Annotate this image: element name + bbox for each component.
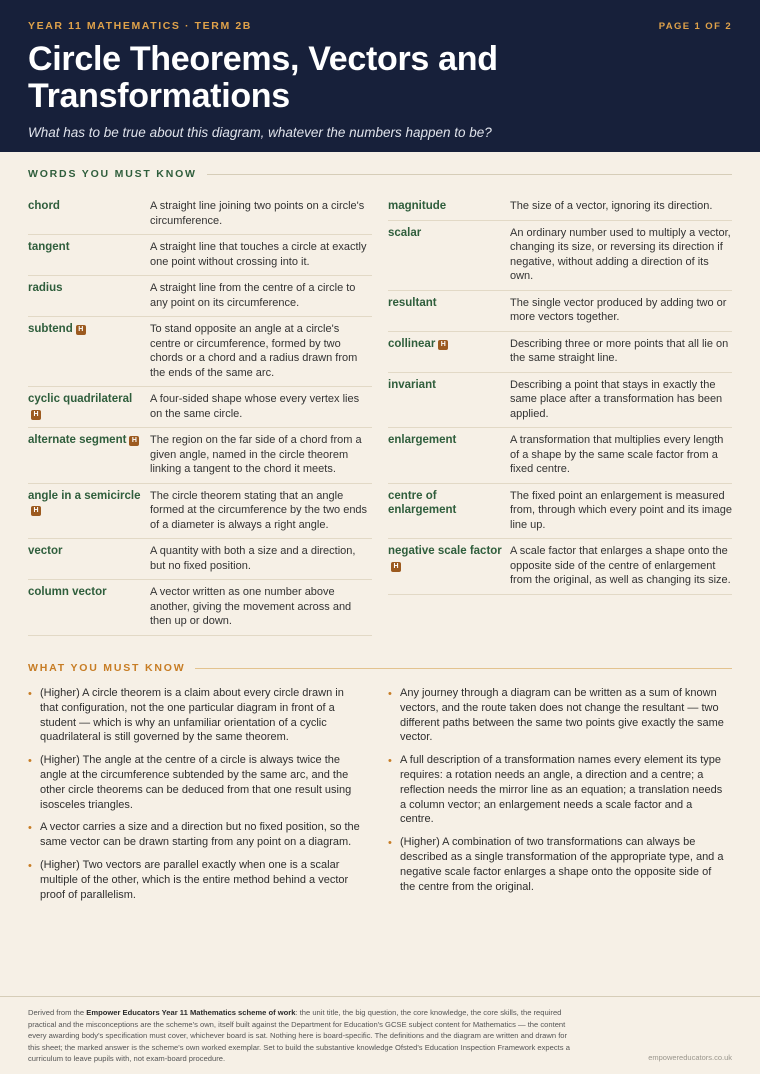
vocab-definition: Describing a point that stays in exactly the same place after a transformation has been applied. [510,378,723,420]
vocab-term [28,281,150,310]
vocab-term-text: negative scale factor [388,545,502,557]
vocab-term-text: cyclic quadrilateral [28,393,133,405]
vocab-row [28,317,372,387]
vocab-row [388,221,732,291]
vocab-term [28,433,150,477]
vocab-column-right [388,194,732,636]
vocab-term [388,296,510,325]
vocab-term-text: chord [28,200,60,212]
points-column-right [388,686,724,910]
source-note [28,1007,576,1065]
knowledge-point [28,753,364,812]
title-line-2: Transformations [28,77,290,115]
vocab-row [388,373,732,429]
vocab-term [28,489,150,533]
scheme-name: Empower Educators Year 11 Mathematics scheme of work [86,1008,296,1017]
knowledge-point [28,820,364,850]
vocab-row [28,194,372,235]
knowledge-point [388,686,724,745]
vocab-term-text: enlargement [388,434,457,446]
vocab-term-text: vector [28,545,63,557]
bullet-icon: • [388,837,392,850]
knowledge-point [28,686,364,745]
words-heading-rule [207,174,732,175]
vocab-row [28,539,372,580]
vocab-definition: A quantity with both a size and a direction, but no fixed position. [150,545,356,572]
bullet-icon: • [28,688,32,700]
knowledge-point-text: (Higher) The angle at the centre of a circle is always twice the angle at the circumference subtended by the same arc, and the other circle theorems can be deduced from that one result using isosceles triangles. [40,754,352,811]
vocab-definition: The circle theorem stating that an angle formed at the circumference by the two ends of a diameter is always a right angle. [150,489,368,531]
vocab-term-text: subtend [28,323,73,335]
vocab-row [388,291,732,332]
vocab-row [28,580,372,636]
vocab-row [28,428,372,484]
vocab-definition: The fixed point an enlargement is measured from, through which every point and its image line up. [510,489,732,531]
higher-tier-badge: H [129,436,139,446]
knowledge-point-text: (Higher) A combination of two transformations can always be described as a single transformation of the appropriate type, and a negative scale factor enlarges a shape onto the opposite side of the centre from the original. [400,836,724,893]
page-footer [0,996,760,1074]
vocab-definition: Describing three or more points that all lie on the same straight line. [510,337,729,364]
vocab-definition: To stand opposite an angle at a circle's centre or circumference, formed by two chords or a chord and a radius drawn from the ends of the same arc. [150,323,358,379]
page-number: PAGE 1 OF 2 [658,21,732,32]
site-url: empowereducators.co.uk [648,1053,732,1062]
vocab-row [28,484,372,540]
vocab-definition: The region on the far side of a chord from a given angle, named in the circle theorem linking a tangent to the chord it meets. [150,434,362,475]
vocab-term [28,544,150,573]
vocab-term [28,392,150,421]
vocab-term [28,585,150,629]
knowledge-point-text: A full description of a transformation names every element its type requires: a rotation needs an angle, a direction and a centre; a reflection needs the mirror line as an equation; a translation needs a column vector; an enlargement needs a scale factor and a centre. [400,754,723,826]
vocab-definition: A straight line that touches a circle at exactly one point without crossing into it. [150,241,367,268]
higher-tier-badge: H [438,340,448,350]
vocab-term-text: radius [28,282,63,294]
vocab-row [28,276,372,317]
higher-tier-badge: H [31,506,41,516]
vocab-term [28,199,150,228]
vocab-term [388,433,510,477]
vocab-definition: The single vector produced by adding two or more vectors together. [510,296,727,323]
higher-tier-badge: H [31,410,41,420]
vocab-term [388,337,510,366]
vocab-term-text: magnitude [388,200,447,212]
source-note-body: : the unit title, the big question, the core knowledge, the core skills, the required practical and the misconceptions are the scheme's own, itself built against the Department for Education's GCSE subject content for Mathematics — the content every awarding body's specification must cover, whichever board is sat. Nothing here is board-specific. The definitions and the diagram are written and drawn for this sheet; the marked answer is the scheme's own worked exemplar. Set to build the substantive knowledge Ofsted's Education Inspection Framework expects a curriculum to leave pupils with, not exam-board procedure. [28,1008,570,1063]
vocab-row [388,428,732,484]
points-column-left [28,686,364,910]
vocab-definition: A four-sided shape whose every vertex lies on the same circle. [150,393,360,420]
vocab-row [28,387,372,428]
bullet-icon: • [28,859,32,872]
vocab-term [28,240,150,269]
vocab-table [28,194,732,636]
knowledge-point [388,835,724,894]
vocab-term-text: column vector [28,586,107,598]
title-line-1: Circle Theorems, Vectors and [28,40,498,78]
vocab-term-text: alternate segment [28,434,127,446]
vocab-term-text: collinear [388,337,436,350]
knowledge-point-text: A vector carries a size and a direction but no fixed position, so the same vector can be drawn starting from any point on a diagram. [40,821,360,849]
vocab-definition: A straight line from the centre of a circle to any point on its circumference. [150,282,356,309]
big-question: What has to be true about this diagram, whatever the numbers happen to be? [28,125,492,140]
words-heading [28,168,732,180]
vocab-row [388,539,732,595]
words-heading-label: WORDS YOU MUST KNOW [28,168,197,180]
vocab-definition: A vector written as one number above another, giving the movement across and then up or down. [150,586,352,627]
bullet-icon: • [388,688,392,700]
know-heading-label: WHAT YOU MUST KNOW [28,662,186,674]
page-header [0,0,760,152]
vocab-term-text: resultant [388,296,437,309]
vocab-column-left [28,194,372,636]
vocab-term-text: invariant [388,378,436,391]
vocab-row [388,332,732,373]
knowledge-point [388,753,724,827]
vocab-row [388,484,732,540]
vocab-definition: A straight line joining two points on a circle's circumference. [150,200,365,227]
bullet-icon: • [28,822,32,835]
know-section [0,662,760,910]
vocab-row [28,235,372,276]
knowledge-points [28,686,732,910]
knowledge-point-text: Any journey through a diagram can be written as a sum of known vectors, and the route taken does not change the resultant — two different paths between the same two points give exactly the same vector. [400,687,724,744]
words-section [0,168,760,636]
vocab-definition: A scale factor that enlarges a shape onto the opposite side of the centre of enlargement from the original, as well as changing its size. [510,545,731,586]
vocab-term [28,322,150,380]
higher-tier-badge: H [391,562,401,572]
vocab-term-text: angle in a semicircle [28,489,141,502]
know-heading [28,662,732,674]
higher-tier-badge: H [76,325,86,335]
knowledge-point-text: (Higher) Two vectors are parallel exactly when one is a scalar multiple of the other, which is the entire method behind a vector proof of parallelism. [40,858,349,901]
vocab-term-text: tangent [28,241,70,253]
bullet-icon: • [28,755,32,768]
vocab-term-text: scalar [388,226,422,239]
vocab-row [388,194,732,221]
bullet-icon: • [388,755,392,768]
vocab-term [388,378,510,422]
vocab-term [388,544,510,588]
vocab-term [388,199,510,214]
course-eyebrow: YEAR 11 MATHEMATICS · TERM 2B [28,20,252,32]
source-note-lead: Derived from the [28,1008,87,1017]
vocab-term-text: centre of enlargement [388,489,457,516]
vocab-definition: The size of a vector, ignoring its direction. [510,200,713,212]
vocab-definition: A transformation that multiplies every length of a shape by the same scale factor from a fixed centre. [510,434,724,475]
vocab-term [388,226,510,284]
vocab-term [388,489,510,533]
page-title [28,41,732,115]
know-heading-rule [195,668,732,669]
knowledge-point [28,858,364,902]
vocab-definition: An ordinary number used to multiply a vector, changing its size, or reversing its direction if negative, without adding a direction of its own. [510,226,731,282]
knowledge-point-text: (Higher) A circle theorem is a claim about every circle drawn in that configuration, not the one particular diagram in front of a student — which is why an unfamiliar orientation of a cyclic quadrilateral is still governed by the same theorem. [40,687,344,744]
